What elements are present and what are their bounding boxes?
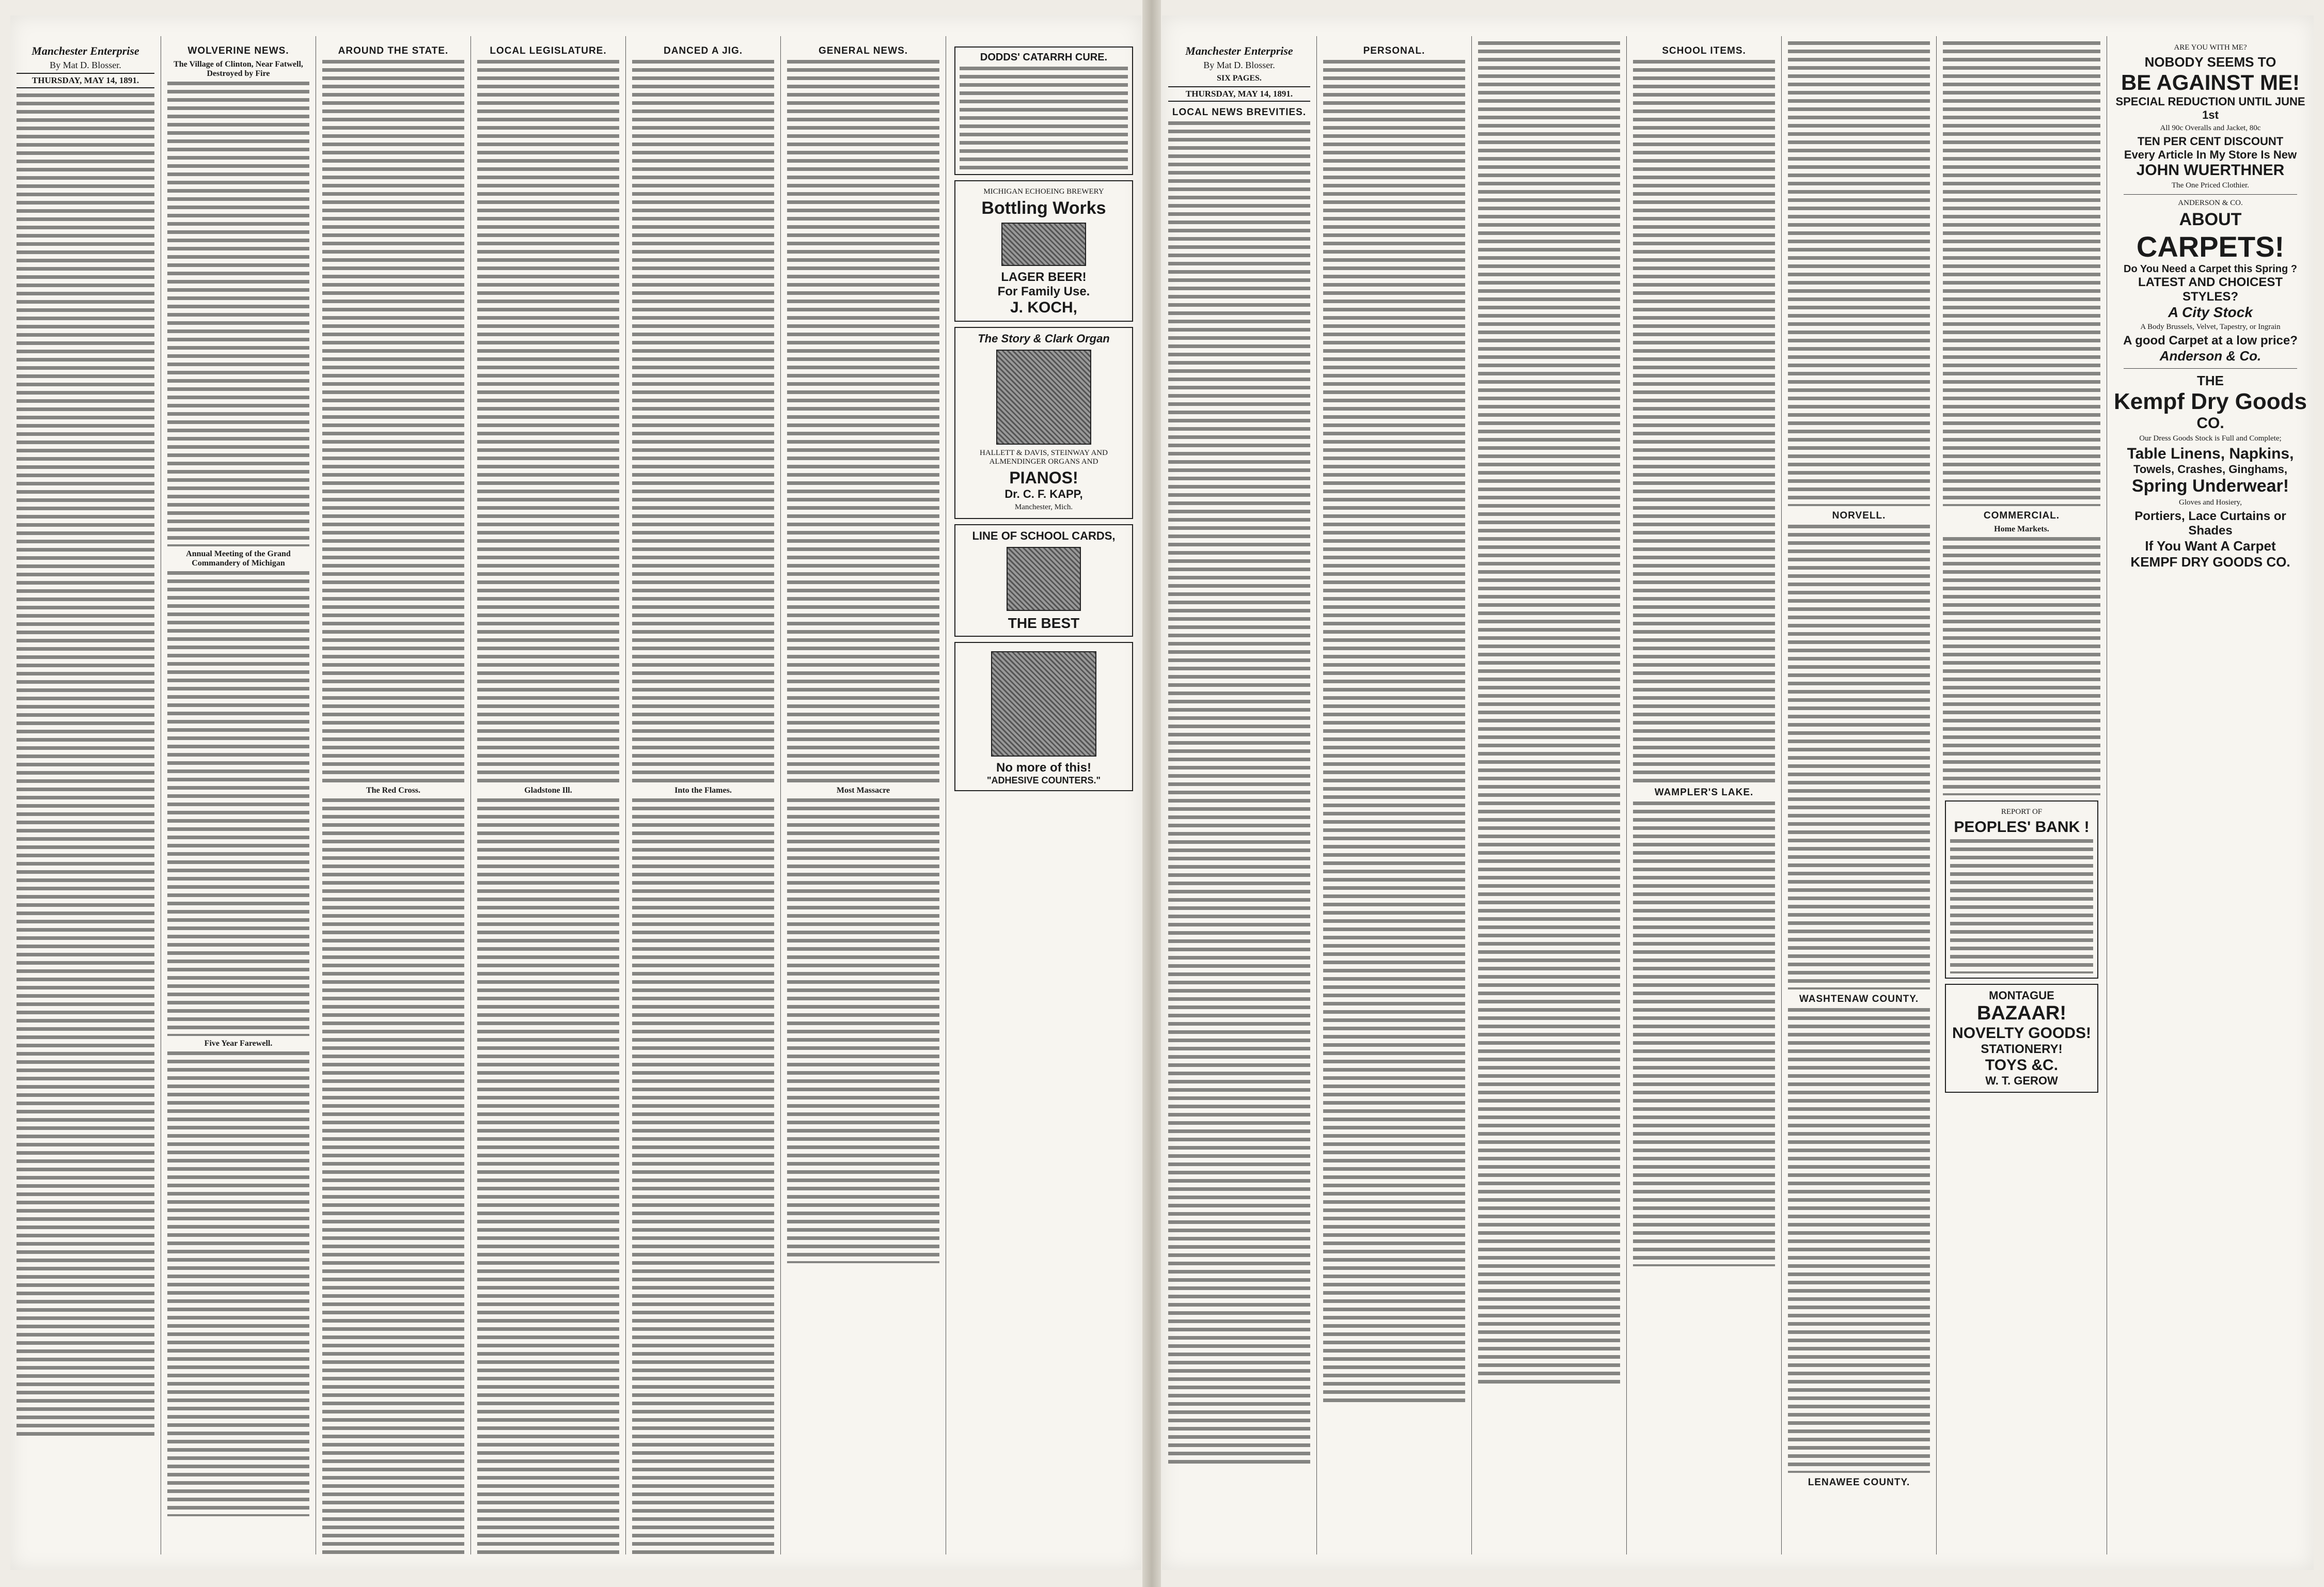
page-gutter: [1142, 0, 1161, 1587]
article-text: [477, 798, 619, 1554]
section-heading: LOCAL LEGISLATURE.: [490, 45, 607, 56]
ad-title: PEOPLES' BANK !: [1954, 819, 2090, 836]
ad-line: For Family Use.: [997, 285, 1090, 298]
section-heading: PERSONAL.: [1363, 45, 1425, 56]
left-masthead: Manchester Enterprise: [32, 44, 139, 57]
article-subhead: Five Year Farewell.: [204, 1039, 273, 1048]
article-subhead: Into the Flames.: [674, 786, 732, 795]
ad-line: Manchester, Mich.: [1014, 503, 1073, 511]
ad-title: DODDS' CATARRH CURE.: [980, 52, 1108, 63]
section-heading: WASHTENAW COUNTY.: [1799, 994, 1919, 1004]
left-byline: By Mat D. Blosser.: [50, 60, 121, 70]
left-col-1: [10, 36, 161, 1554]
right-dateline: THURSDAY, MAY 14, 1891.: [1168, 86, 1310, 102]
ad-line: "ADHESIVE COUNTERS.": [986, 775, 1101, 785]
ad-line: If You Want A Carpet: [2145, 538, 2276, 554]
ad-line: A good Carpet at a low price?: [2123, 334, 2298, 348]
article-subhead: The Red Cross.: [366, 786, 421, 795]
ad-title: Kempf Dry Goods: [2113, 389, 2307, 414]
bottling-ad: [954, 180, 1133, 322]
article-text: [1788, 525, 1930, 989]
divider: [2124, 368, 2297, 369]
section-heading: SCHOOL ITEMS.: [1662, 45, 1746, 56]
ad-line: HALLETT & DAVIS, STEINWAY AND ALMENDINGER ORGANS AND: [980, 449, 1108, 466]
article-text: [632, 798, 774, 1554]
article-text: [322, 798, 464, 1554]
right-masthead: Manchester Enterprise: [1185, 44, 1293, 57]
ad-line: CO.: [2196, 415, 2224, 432]
left-page: [10, 15, 1141, 1570]
ad-title: Bottling Works: [981, 198, 1106, 218]
left-col-4: [471, 36, 626, 1554]
right-col-5: [1782, 36, 1937, 1554]
article-subhead: Annual Meeting of the Grand Commandery of Michigan: [186, 549, 291, 568]
ad-line: NOBODY SEEMS TO: [2144, 54, 2276, 70]
right-col-1: [1162, 36, 1317, 1554]
ad-title: The Story & Clark Organ: [978, 332, 1110, 345]
ad-line: Towels, Crashes, Ginghams,: [2133, 463, 2287, 476]
ad-line: ARE YOU WITH ME?: [2174, 43, 2247, 52]
ad-title: BE AGAINST ME!: [2121, 70, 2300, 95]
bazaar-ad: [1945, 984, 2098, 1093]
ad-line: KEMPF DRY GOODS CO.: [2130, 554, 2290, 570]
section-heading: AROUND THE STATE.: [338, 45, 449, 56]
right-col-3: [1472, 36, 1627, 1554]
article-text: [1788, 41, 1930, 506]
ad-line: LATEST AND CHOICEST STYLES?: [2138, 275, 2283, 304]
left-col-6: [781, 36, 946, 1554]
ad-line: SPECIAL REDUCTION UNTIL JUNE 1st: [2115, 95, 2305, 121]
right-page: [1162, 15, 2314, 1570]
article-text: [1788, 1008, 1930, 1473]
article-text: [787, 798, 939, 1263]
section-heading: LENAWEE COUNTY.: [1808, 1477, 1910, 1488]
ad-line: A City Stock: [2168, 304, 2253, 320]
article-subhead: The Village of Clinton, Near Fatwell, Destroyed by Fire: [174, 60, 303, 78]
ad-text: [960, 67, 1128, 170]
bank-ad: [1945, 800, 2098, 979]
ad-line: ANDERSON & CO.: [2178, 199, 2243, 207]
section-heading: GENERAL NEWS.: [818, 45, 908, 56]
ad-line: No more of this!: [996, 761, 1091, 775]
article-subhead: Home Markets.: [1994, 525, 2049, 533]
ad-line: Do You Need a Carpet this Spring ?: [2124, 263, 2297, 275]
ad-line: Portiers, Lace Curtains or Shades: [2134, 509, 2286, 538]
left-col-5: [626, 36, 781, 1554]
school-cards-ad: [954, 524, 1133, 637]
article-text: [477, 60, 619, 783]
ad-line: Our Dress Goods Stock is Full and Complete;: [2139, 434, 2282, 443]
ad-line: NOVELTY GOODS!: [1952, 1025, 2091, 1042]
right-col-2: [1317, 36, 1472, 1554]
organ-ad: [954, 327, 1133, 519]
bottles-image: [1001, 223, 1086, 266]
ad-line: Dr. C. F. KAPP,: [1004, 488, 1083, 500]
ad-line: LAGER BEER!: [1001, 270, 1087, 284]
section-heading: WAMPLER'S LAKE.: [1654, 787, 1754, 798]
article-text: [1943, 41, 2100, 506]
article-text: [167, 571, 309, 1036]
section-heading: DANCED A JIG.: [663, 45, 743, 56]
ad-line: The One Priced Clothier.: [2172, 181, 2249, 190]
ad-line: All 90c Overalls and Jacket, 80c: [2160, 124, 2261, 132]
ad-line: Gloves and Hosiery,: [2179, 498, 2242, 507]
right-byline: By Mat D. Blosser.: [1203, 60, 1275, 70]
ad-line: Anderson & Co.: [2159, 348, 2262, 364]
ad-title: CARPETS!: [2136, 230, 2285, 263]
ad-line: THE BEST: [1008, 615, 1080, 631]
ad-title: LINE OF SCHOOL CARDS,: [972, 529, 1116, 542]
ad-title: BAZAAR!: [1976, 1002, 2067, 1024]
ad-line: TEN PER CENT DISCOUNT: [2137, 135, 2284, 148]
article-text: [632, 60, 774, 783]
article-text: [1633, 60, 1775, 783]
ad-line: Every Article In My Store Is New: [2124, 148, 2297, 161]
divider: [2124, 194, 2297, 195]
plant-image: [1007, 547, 1081, 611]
ad-line: MONTAGUE: [1989, 989, 2054, 1002]
ad-line: Spring Underwear!: [2131, 476, 2289, 496]
ad-text: [1950, 839, 2093, 973]
counters-ad: [954, 642, 1133, 791]
ad-line: JOHN WUERTHNER: [2136, 162, 2285, 179]
ad-line: Table Linens, Napkins,: [2127, 445, 2294, 462]
ad-line: MICHIGAN ECHOEING BREWERY: [983, 187, 1104, 196]
left-dateline: THURSDAY, MAY 14, 1891.: [17, 73, 154, 88]
section-heading: LOCAL NEWS BREVITIES.: [1172, 107, 1307, 118]
ad-line: PIANOS!: [1009, 468, 1078, 487]
section-heading: NORVELL.: [1832, 510, 1886, 521]
ad-line: J. KOCH,: [1010, 299, 1078, 316]
ad-line: REPORT OF: [2001, 808, 2043, 816]
catarrh-ad: [954, 46, 1133, 175]
right-col-ads: [2107, 36, 2314, 1554]
left-col-3: [316, 36, 471, 1554]
article-text: [1478, 41, 1620, 1384]
article-text: [322, 60, 464, 783]
pages-note: SIX PAGES.: [1217, 74, 1262, 83]
ad-line: ABOUT: [2179, 210, 2242, 229]
article-text: [787, 60, 939, 783]
organ-image: [996, 350, 1091, 445]
right-col-6: [1937, 36, 2107, 1554]
ad-line: THE: [2197, 373, 2224, 388]
umbrella-image: [991, 651, 1096, 757]
article-text: [17, 93, 154, 1436]
left-col-ads: [946, 36, 1141, 1554]
article-text: [1633, 802, 1775, 1266]
ad-line: TOYS &C.: [1985, 1057, 2059, 1074]
left-col-2: [161, 36, 316, 1554]
article-text: [1323, 60, 1465, 1403]
section-heading: WOLVERINE NEWS.: [187, 45, 289, 56]
article-text: [167, 1051, 309, 1516]
article-subhead: Gladstone Ill.: [524, 786, 572, 795]
section-heading: COMMERCIAL.: [1983, 510, 2060, 521]
article-text: [1168, 121, 1310, 1464]
right-col-4: [1627, 36, 1782, 1554]
ad-line: W. T. GEROW: [1985, 1074, 2058, 1087]
ad-line: A Body Brussels, Velvet, Tapestry, or Ingrain: [2140, 323, 2281, 331]
article-text: [167, 82, 309, 546]
article-subhead: Most Massacre: [836, 786, 890, 795]
ad-line: STATIONERY!: [1981, 1042, 2063, 1056]
market-text: [1943, 537, 2100, 795]
